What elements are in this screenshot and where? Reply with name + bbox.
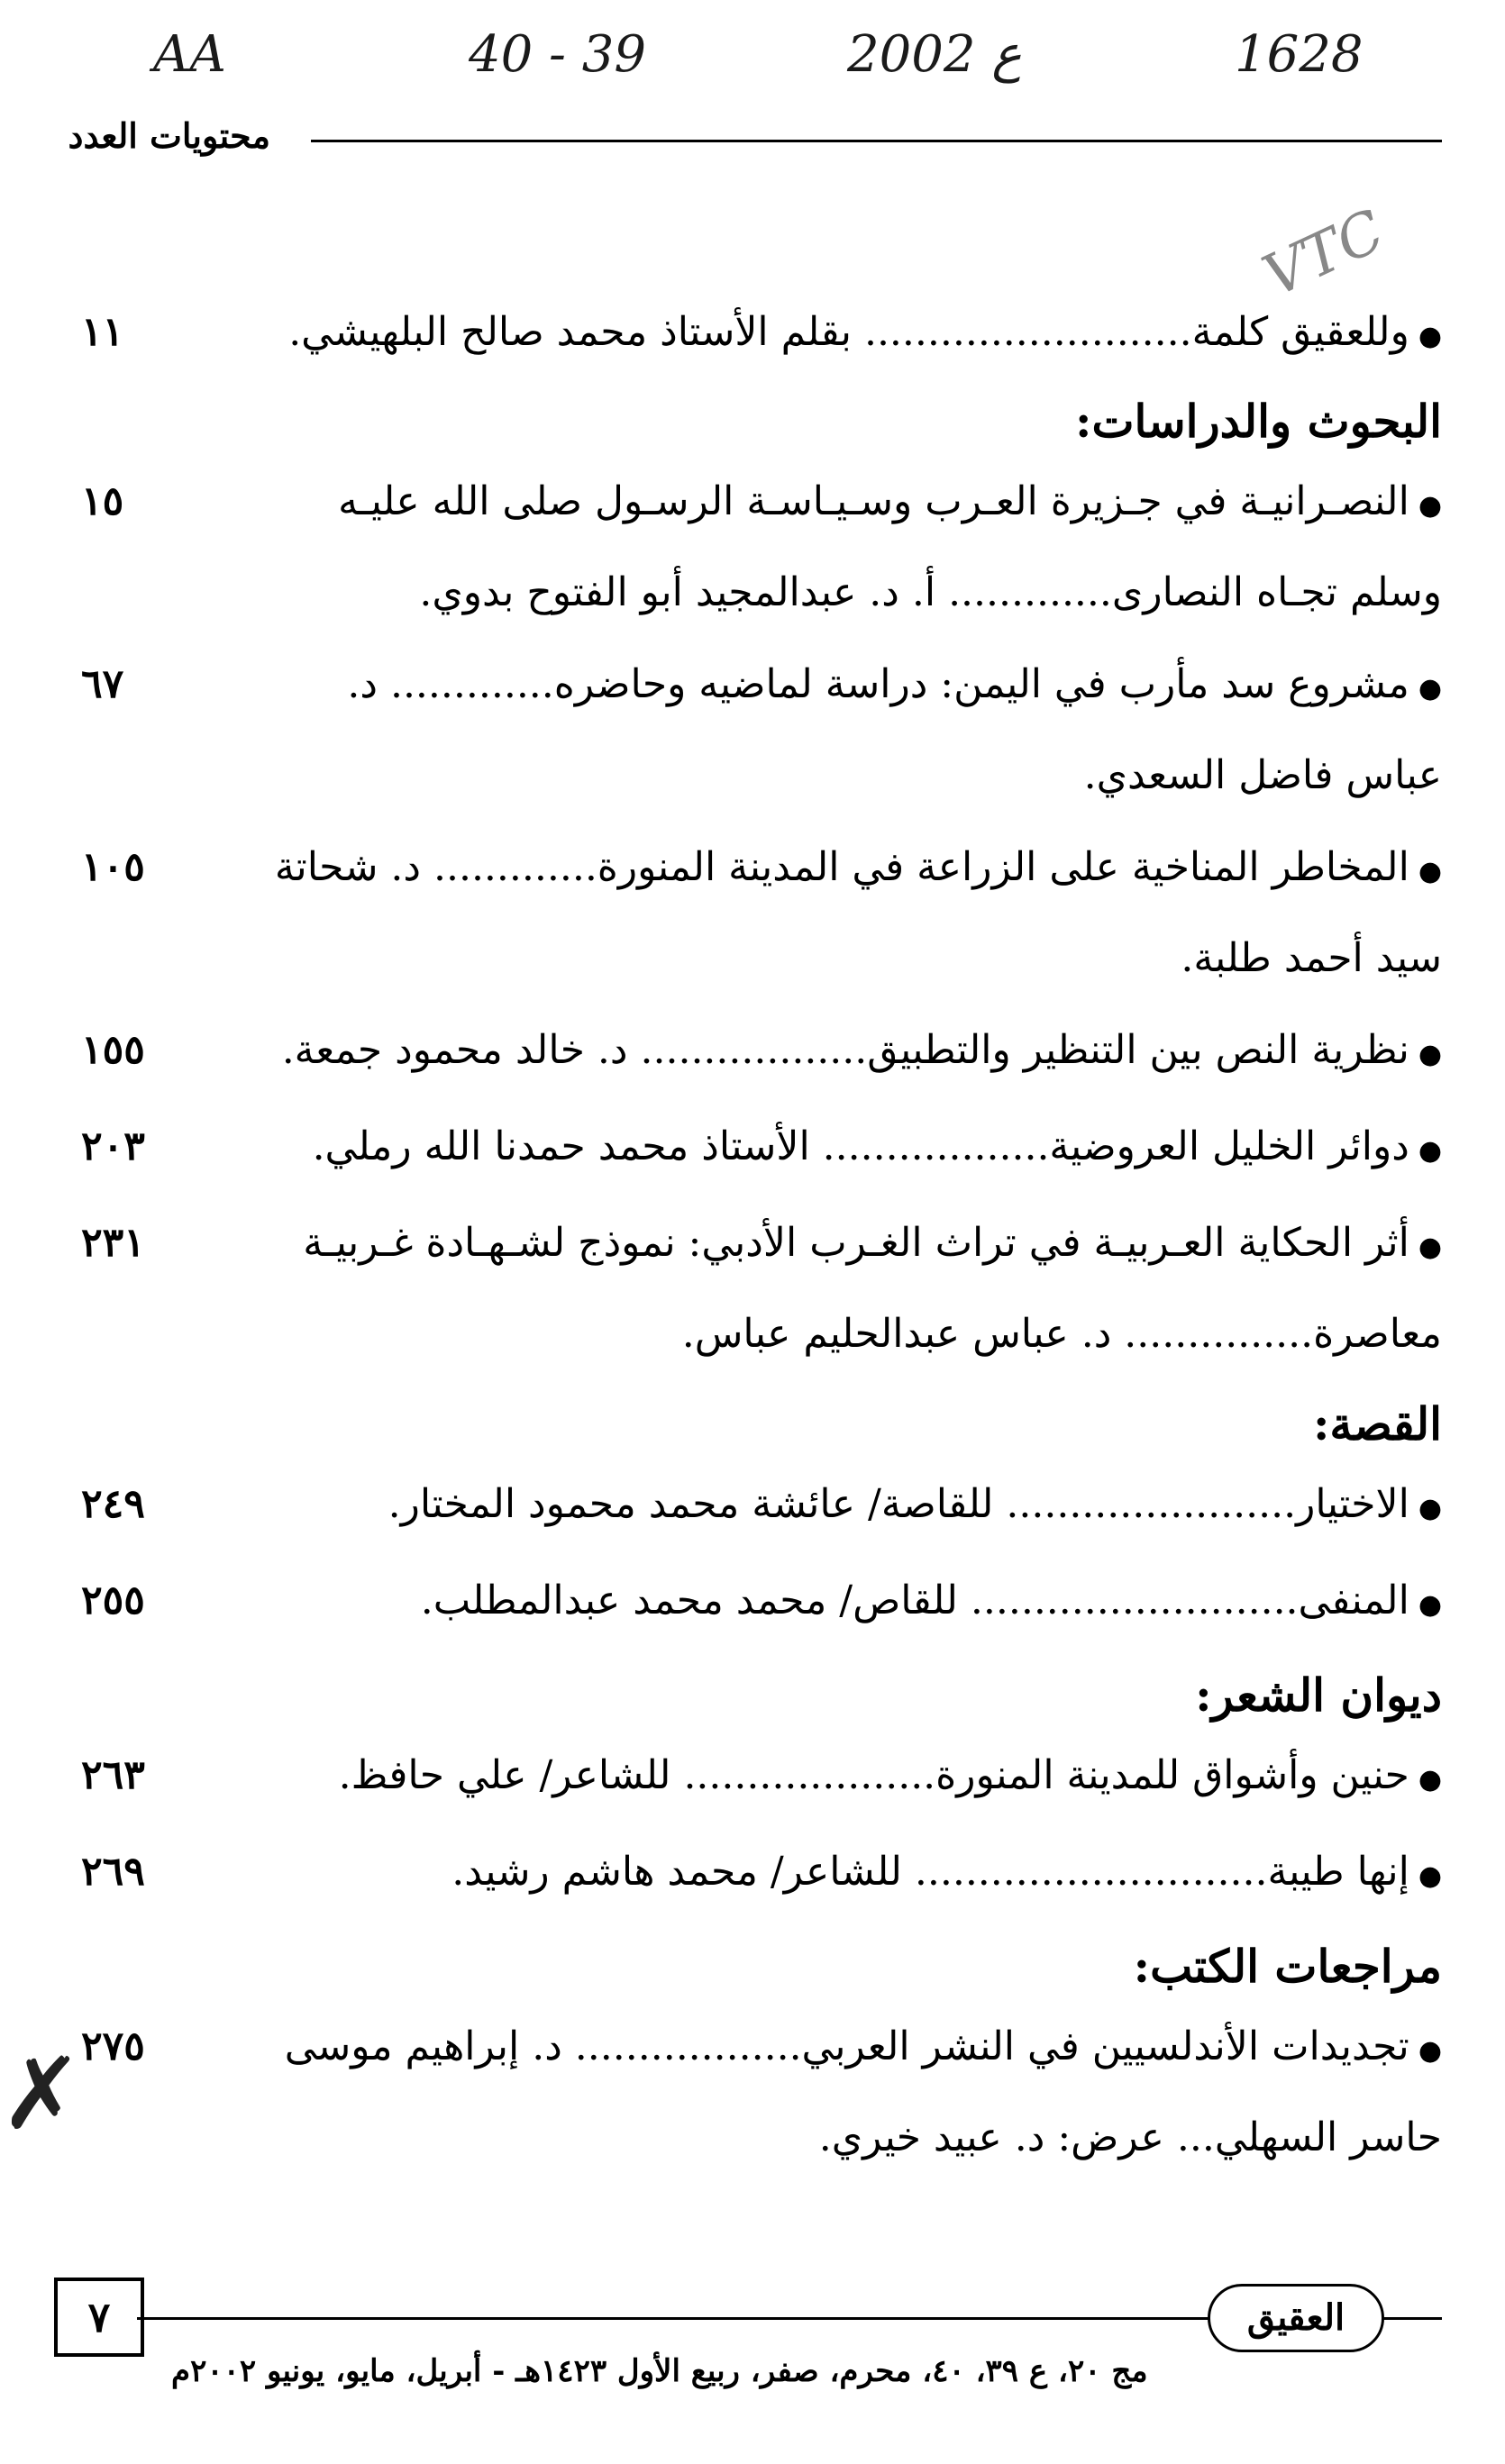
- bullet-icon: ●: [1418, 1860, 1442, 1892]
- entry-text: المخاطر المناخية على الزراعة في المدينة المنورة............. د. شحاتة سيد أحمد طلبة.: [274, 844, 1442, 981]
- entry-text: حنين وأشواق للمدينة المنورة.................... للشاعر/ علي حافظ.: [338, 1752, 1409, 1798]
- bullet-icon: ●: [1418, 1589, 1442, 1621]
- journal-logo: العقيق: [1208, 2284, 1384, 2352]
- section-title: ديوان الشعر:: [1195, 1668, 1442, 1722]
- bullet-icon: ●: [1418, 1232, 1442, 1263]
- entry-page-number: ٢٦٣: [81, 1752, 145, 1798]
- page-number-box: ٧: [54, 2278, 144, 2357]
- entry-page-number: ١٥٥: [81, 1027, 145, 1073]
- bullet-icon: ●: [1418, 321, 1442, 352]
- issue-info: مج ٢٠، ع ٣٩، ٤٠، محرم، صفر، ربيع الأول ١٤٢٣هـ - أبريل، مايو، يونيو ٢٠٠٢م: [171, 2353, 1148, 2389]
- handwritten-note: 1628: [1235, 25, 1364, 84]
- toc-entry: [63, 824, 1442, 1002]
- entry-text: تجديدات الأندلسيين في النشر العربي.................. د. إبراهيم موسى حاسر السهلي... عرض: د. عبيد خيري.: [284, 2023, 1442, 2160]
- entry-text: وللعقيق كلمة.......................... بقلم الأستاذ محمد صالح البلهيشي.: [288, 309, 1409, 355]
- entry-text: دوائر الخليل العروضية.................. الأستاذ محمد حمدنا الله رملي.: [312, 1123, 1409, 1169]
- entry-page-number: ٢٣١: [81, 1220, 145, 1266]
- entry-page-number: ٢٠٣: [81, 1123, 145, 1169]
- toc-entry-intro: [63, 284, 1442, 386]
- bullet-icon: ●: [1418, 1135, 1442, 1167]
- entry-text: أثر الحكاية العـربيـة في تراث الغـرب الأدبي: نموذج لشـهـادة غـربيـة معاصرة............... د. عباس عبدالحليم عباس.: [303, 1220, 1442, 1357]
- entry-page-number: ٢٤٩: [81, 1481, 145, 1527]
- entry-text: نظرية النص بين التنظير والتطبيق.................. د. خالد محمود جمعة.: [281, 1027, 1409, 1073]
- stamp-mark: VTC: [1253, 197, 1395, 311]
- handwritten-note: 40 - 39: [469, 25, 647, 84]
- toc-entry: [63, 1007, 1442, 1098]
- entry-page-number: ١٥: [81, 478, 124, 524]
- bullet-icon: ●: [1418, 490, 1442, 522]
- bullet-icon: ●: [1418, 2035, 1442, 2067]
- toc-entry: [63, 1558, 1442, 1649]
- sections-container: [63, 395, 1442, 2181]
- toc-entry: [63, 1732, 1442, 1823]
- bullet-icon: ●: [1418, 1039, 1442, 1070]
- toc-entry: [63, 1200, 1442, 1377]
- entry-text: النصـرانيـة في جـزيرة العـرب وسـيـاسـة الرسـول صلى الله عليـه وسلم تجـاه النصارى............. أ. د. عبدالمجيد أبو الفتوح بدوي.: [338, 478, 1442, 615]
- footer-divider-end: [1406, 2317, 1442, 2320]
- entry-page-number: ١٠٥: [81, 844, 145, 890]
- toc-entry: [63, 1829, 1442, 1920]
- entry-text: مشروع سد مأرب في اليمن: دراسة لماضيه وحاضره............. د. عباس فاضل السعدي.: [347, 661, 1442, 798]
- handwritten-note: AA: [153, 25, 226, 84]
- table-of-contents: [63, 284, 1442, 2187]
- handwritten-x-mark: ✗: [0, 2036, 84, 2151]
- toc-entry: [63, 1104, 1442, 1195]
- toc-entry: [63, 641, 1442, 819]
- entry-page-number: ٢٦٩: [81, 1849, 145, 1895]
- toc-entry: [63, 1461, 1442, 1552]
- entry-page-number: ٢٧٥: [81, 2023, 145, 2069]
- entry-page-number: ٦٧: [81, 661, 124, 707]
- bullet-icon: ●: [1418, 1493, 1442, 1524]
- entry-text: الاختيار....................... للقاصة/ عائشة محمد محمود المختار.: [388, 1481, 1409, 1527]
- section-title: القصة:: [1312, 1397, 1442, 1450]
- entry-text: إنها طيبة............................ للشاعر/ محمد هاشم رشيد.: [452, 1849, 1409, 1895]
- toc-entry: [63, 459, 1442, 636]
- entry-page-number: ١١: [81, 309, 124, 355]
- section-title: البحوث والدراسات:: [1074, 395, 1442, 448]
- handwritten-note: ع 2002: [847, 25, 1022, 84]
- bullet-icon: ●: [1418, 673, 1442, 705]
- section-title: مراجعات الكتب:: [1133, 1940, 1442, 1993]
- page-title: محتويات العدد: [68, 115, 270, 156]
- bullet-icon: ●: [1418, 1764, 1442, 1796]
- toc-entry: [63, 2004, 1442, 2181]
- entry-text: المنفى.......................... للقاص/ محمد محمد عبدالمطلب.: [420, 1578, 1409, 1623]
- header-divider: [311, 140, 1442, 142]
- bullet-icon: ●: [1418, 856, 1442, 887]
- entry-page-number: ٢٥٥: [81, 1578, 145, 1623]
